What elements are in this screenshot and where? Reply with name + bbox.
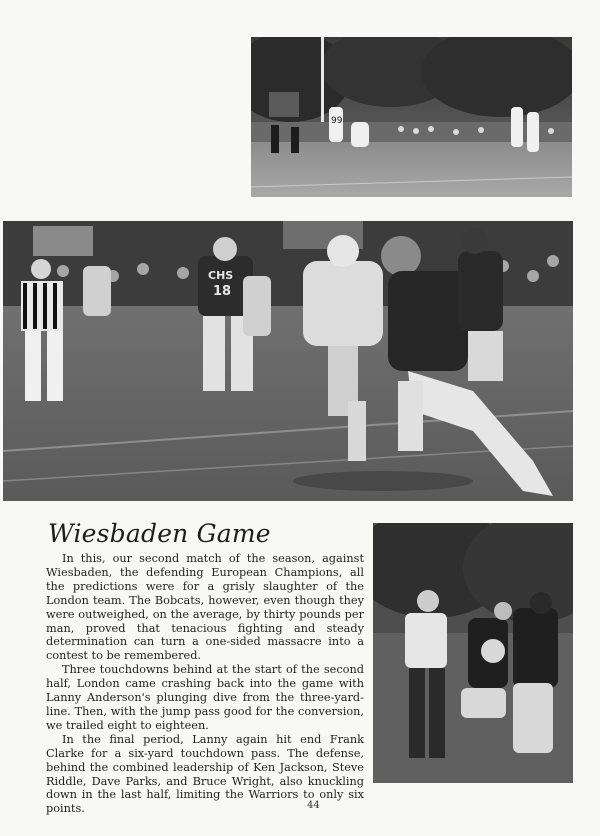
- page-number: 44: [307, 800, 320, 811]
- article-paragraph: In this, our second match of the season, against Wiesbaden, the defending European Champions, all the predictions were for a grisly slaughter of the London team. The Bobcats, however, even though they were outweighed, on the average, by thirty pounds per man, proved that tenacious fighting and steady determination can turn a one-sided massacre into a contest to be remembered.: [46, 552, 364, 663]
- article-body: [46, 552, 364, 816]
- jersey-letters: CHS: [208, 269, 234, 282]
- article-title: Wiesbaden Game: [48, 519, 271, 548]
- football-action-photo-wide: [3, 221, 573, 501]
- photo-top-image: [251, 37, 572, 197]
- jersey-number: 18: [213, 284, 232, 299]
- article-paragraph: In the final period, Lanny again hit end Frank Clarke for a six-yard touchdown pass. The defense, behind the combined leadership of Ken Jackson, Steve Riddle, Dave Parks, and Bruce Wright, also knuckling down in the last half, limiting the Warriors to only six points.: [46, 732, 364, 816]
- article-paragraph: Three touchdowns behind at the start of the second half, London came crashing back into the game with Lanny Anderson's plunging dive from the three-yard-line. Then, with the jump pass good for the conversion, we trailed eight to eighteen.: [46, 663, 364, 732]
- photo-wide-image: [3, 221, 573, 501]
- football-field-photo-top: [251, 37, 572, 197]
- sideline-photo: [373, 523, 573, 783]
- photo-top-jersey-number: 99: [331, 116, 343, 126]
- sideline-photo-image: [373, 523, 573, 783]
